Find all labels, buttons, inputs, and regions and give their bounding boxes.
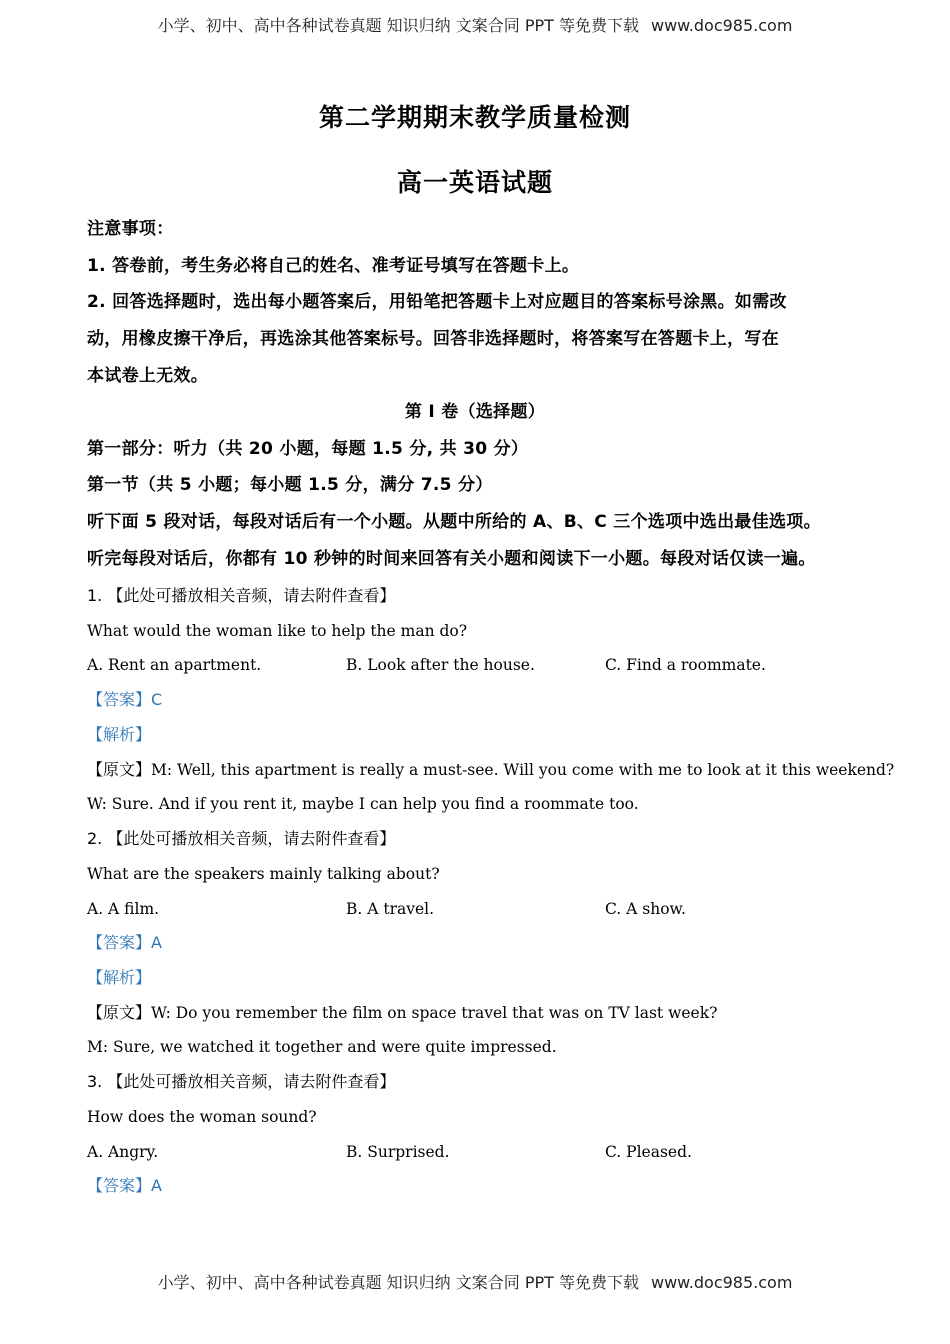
question-1-original (87, 759, 894, 781)
question-1-audio[interactable]: 1. 【此处可播放相关音频，请去附件查看】 (87, 586, 396, 605)
question-3-text: How does the woman sound? (87, 1108, 317, 1126)
question-1-option-c: C. Find a roommate. (605, 656, 766, 674)
header-url[interactable]: www.doc985.com (651, 16, 793, 35)
instructions-line-1: 听下面 5 段对话，每段对话后有一个小题。从题中所给的 A、B、C 三个选项中选出最佳选项。 (87, 512, 821, 532)
header-text: 小学、初中、高中各种试卷真题 知识归纳 文案合同 PPT 等免费下载 (157, 16, 639, 35)
answer-value: C (151, 690, 163, 709)
answer-label: 【答案】 (87, 1176, 152, 1195)
notice-heading: 注意事项： (87, 219, 174, 239)
original-line-1: W: Do you remember the film on space travel that was on TV last week? (151, 1004, 718, 1022)
question-2-answer (87, 932, 162, 954)
question-1-option-b: B. Look after the house. (346, 656, 535, 674)
notice-item-2-line-3: 本试卷上无效。 (87, 366, 209, 386)
question-2-analysis-label: 【解析】 (87, 968, 152, 987)
notice-item-1: 1. 答卷前，考生务必将自己的姓名、准考证号填写在答题卡上。 (87, 256, 580, 276)
answer-label: 【答案】 (87, 690, 152, 709)
original-label: 【原文】 (87, 1003, 152, 1022)
exam-title: 第二学期期末教学质量检测 (318, 103, 631, 132)
footer-url[interactable]: www.doc985.com (651, 1273, 793, 1292)
question-1-analysis-label: 【解析】 (87, 725, 152, 744)
question-3-answer (87, 1175, 162, 1197)
question-1-text: What would the woman like to help the man do? (87, 622, 468, 640)
answer-value: A (151, 1176, 162, 1195)
question-2-original-line-2: M: Sure, we watched it together and were quite impressed. (87, 1038, 557, 1056)
answer-value: A (151, 933, 162, 952)
notice-item-2-line-1: 2. 回答选择题时，选出每小题答案后，用铅笔把答题卡上对应题目的答案标号涂黑。如需改 (87, 292, 787, 312)
volume-heading: 第 I 卷（选择题） (404, 402, 546, 422)
question-2-original (87, 1002, 717, 1024)
section-heading: 第一节（共 5 小题；每小题 1.5 分，满分 7.5 分） (87, 475, 493, 495)
instructions-line-2: 听完每段对话后，你都有 10 秒钟的时间来回答有关小题和阅读下一小题。每段对话仅读一遍。 (87, 549, 816, 569)
question-1-answer (87, 689, 162, 711)
original-label: 【原文】 (87, 760, 152, 779)
question-3-option-b: B. Surprised. (346, 1143, 450, 1161)
question-1-option-a: A. Rent an apartment. (87, 656, 262, 674)
page-header (0, 13, 950, 36)
question-3-option-c: C. Pleased. (605, 1143, 692, 1161)
question-3-option-a: A. Angry. (87, 1143, 159, 1161)
answer-label: 【答案】 (87, 933, 152, 952)
footer-text: 小学、初中、高中各种试卷真题 知识归纳 文案合同 PPT 等免费下载 (157, 1273, 639, 1292)
original-line-1: M: Well, this apartment is really a must-see. Will you come with me to look at it this weekend? (151, 761, 895, 779)
page-footer (0, 1270, 950, 1293)
part-heading: 第一部分：听力（共 20 小题，每题 1.5 分, 共 30 分） (87, 439, 529, 459)
question-2-option-a: A. A film. (87, 900, 160, 918)
question-1-original-line-2: W: Sure. And if you rent it, maybe I can help you find a roommate too. (87, 795, 639, 813)
question-3-audio[interactable]: 3. 【此处可播放相关音频，请去附件查看】 (87, 1072, 396, 1091)
question-2-audio[interactable]: 2. 【此处可播放相关音频，请去附件查看】 (87, 829, 396, 848)
question-2-option-b: B. A travel. (346, 900, 435, 918)
question-2-option-c: C. A show. (605, 900, 686, 918)
exam-subtitle: 高一英语试题 (396, 168, 553, 197)
question-2-text: What are the speakers mainly talking about? (87, 865, 440, 883)
notice-item-2-line-2: 动，用橡皮擦干净后，再选涂其他答案标号。回答非选择题时，将答案写在答题卡上，写在 (87, 329, 779, 349)
